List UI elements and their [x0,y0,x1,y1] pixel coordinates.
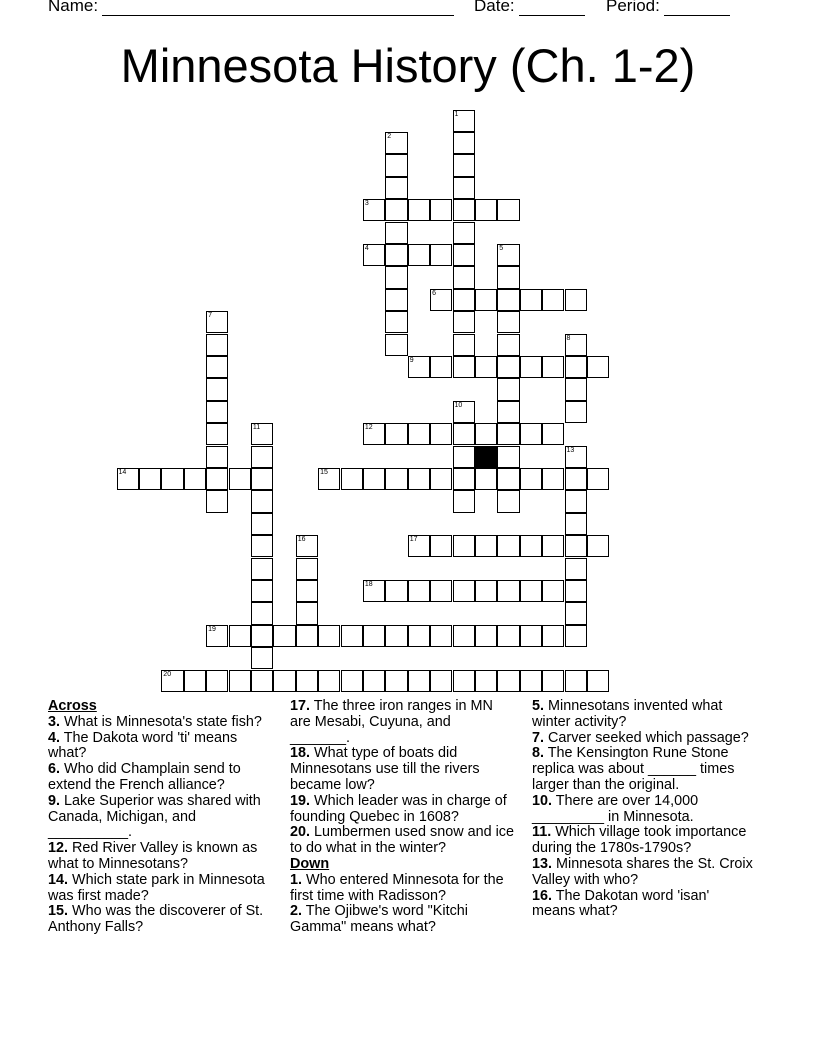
crossword-cell[interactable] [475,423,497,445]
crossword-cell[interactable] [430,289,452,311]
crossword-cell[interactable] [296,602,318,624]
crossword-cell[interactable] [430,625,452,647]
crossword-cell[interactable] [497,401,519,423]
crossword-cell[interactable] [565,490,587,512]
clue-number-label: 11. [532,824,552,841]
crossword-cell[interactable] [565,513,587,535]
crossword-cell[interactable] [229,468,251,490]
crossword-cell[interactable] [385,580,407,602]
crossword-cell[interactable] [318,468,340,490]
crossword-cell[interactable] [475,670,497,692]
clue-number: 11 [252,424,261,432]
clue-text: Which leader was in charge of founding Quebec in 1608? [290,792,507,825]
clue-number-label: 2. [290,903,303,920]
crossword-cell[interactable] [497,535,519,557]
crossword-cell[interactable] [206,423,228,445]
crossword-cell[interactable] [542,580,564,602]
crossword-cell[interactable] [385,334,407,356]
clue-text: There are over 14,000 _________ in Minnesota. [532,792,699,825]
crossword-cell[interactable] [497,356,519,378]
crossword-cell[interactable] [341,625,363,647]
crossword-cell[interactable] [497,670,519,692]
crossword-cell[interactable] [497,311,519,333]
crossword-cell[interactable] [296,558,318,580]
name-field [48,0,454,16]
crossword-cell[interactable] [497,625,519,647]
crossword-cell[interactable] [453,154,475,176]
crossword-cell[interactable] [385,289,407,311]
crossword-cell[interactable] [363,199,385,221]
crossword-cell[interactable] [520,670,542,692]
crossword-cell[interactable] [497,468,519,490]
clue-number: 1 [454,110,459,118]
clue-number: 19 [208,625,216,633]
worksheet-header [48,0,768,20]
clue-number: 13 [566,446,575,454]
down-clue [290,873,514,905]
crossword-cell[interactable] [497,334,519,356]
clue-number-label: 20. [290,824,311,841]
clue-number-label: 16. [532,887,553,904]
crossword-cell[interactable] [430,356,452,378]
crossword-cell[interactable] [520,580,542,602]
crossword-cell[interactable] [497,446,519,468]
clues-column-2 [290,699,514,936]
clue-text: Who did Champlain send to extend the French alliance? [48,761,241,793]
clues-column-1 [48,699,268,936]
crossword-cell[interactable] [296,625,318,647]
clue-number-label: 5. [532,698,545,714]
clue-text: The Kensington Rune Stone replica was about ______ times larger than the original. [532,745,735,793]
crossword-cell[interactable] [453,468,475,490]
down-clue-list-continued [532,699,756,920]
period-input-line[interactable] [664,0,730,16]
clue-number: 15 [320,468,328,476]
crossword-cell[interactable] [363,244,385,266]
crossword-cell[interactable] [385,177,407,199]
crossword-cell[interactable] [497,266,519,288]
crossword-cell[interactable] [408,625,430,647]
clue-text: What type of boats did Minnesotans use till the rivers became low? [290,745,480,793]
crossword-cell[interactable] [587,535,609,557]
crossword-cell[interactable] [453,423,475,445]
across-clue [48,762,268,794]
crossword-cell[interactable] [341,670,363,692]
crossword-cell[interactable] [453,356,475,378]
clue-number-label: 12. [48,840,69,857]
crossword-cell[interactable] [565,558,587,580]
crossword-cell[interactable] [273,670,295,692]
clue-text: The three iron ranges in MN are Mesabi, Cuyuna, and _______. [290,698,493,746]
clue-text: The Ojibwe's word "Kitchi Gamma" means what? [290,903,468,936]
crossword-cell[interactable] [206,378,228,400]
crossword-cell[interactable] [430,423,452,445]
crossword-cell[interactable] [251,558,273,580]
name-label: Name: [48,0,99,15]
clue-text: Lake Superior was shared with Canada, Michigan, and __________. [48,792,261,841]
crossword-cell[interactable] [251,446,273,468]
crossword-cell[interactable] [453,132,475,154]
crossword-cell[interactable] [206,356,228,378]
clue-number-label: 13. [532,855,553,872]
crossword-cell[interactable] [565,468,587,490]
crossword-cell[interactable] [453,244,475,266]
crossword-cell[interactable] [318,625,340,647]
crossword-cell[interactable] [497,244,519,266]
crossword-cell[interactable] [430,199,452,221]
crossword-cell[interactable] [453,670,475,692]
crossword-cell[interactable] [251,513,273,535]
crossword-cell[interactable] [385,154,407,176]
crossword-cell[interactable] [408,580,430,602]
across-clue [48,841,268,873]
crossword-cell[interactable] [408,535,430,557]
crossword-cell[interactable] [363,625,385,647]
date-input-line[interactable] [519,0,585,16]
crossword-cell[interactable] [542,535,564,557]
clue-number-label: 1. [290,871,303,888]
crossword-cell[interactable] [453,580,475,602]
crossword-cell[interactable] [408,244,430,266]
crossword-cell[interactable] [408,423,430,445]
down-clue [532,889,756,921]
down-heading: Down [290,855,330,872]
crossword-cell[interactable] [497,378,519,400]
crossword-cell[interactable] [430,468,452,490]
crossword-cell[interactable] [229,625,251,647]
crossword-cell[interactable] [184,468,206,490]
crossword-cell[interactable] [430,535,452,557]
across-clue [290,699,514,746]
clue-number: 8 [566,334,571,342]
crossword-cell[interactable] [273,625,295,647]
crossword-cell[interactable] [229,670,251,692]
down-clue [532,699,756,731]
clue-number: 16 [297,536,306,544]
crossword-cell[interactable] [296,670,318,692]
crossword-cell[interactable] [475,356,497,378]
across-clue-list-continued [290,699,514,857]
crossword-cell[interactable] [251,535,273,557]
crossword-cell[interactable] [251,670,273,692]
crossword-cell[interactable] [251,468,273,490]
clue-text: Red River Valley is known as what to Minnesotans? [48,840,258,872]
crossword-cell[interactable] [184,670,206,692]
crossword-cell[interactable] [453,177,475,199]
clue-number: 5 [499,244,504,252]
crossword-cell[interactable] [206,446,228,468]
crossword-cell[interactable] [206,468,228,490]
crossword-cell[interactable] [385,244,407,266]
clue-text: Minnesotans invented what winter activity? [532,698,723,730]
clue-number: 7 [208,312,212,320]
crossword-cell[interactable] [206,334,228,356]
down-clue [532,746,756,793]
down-clue [532,857,756,889]
crossword-cell[interactable] [453,266,475,288]
clue-number-label: 3. [48,713,61,730]
clue-number-label: 15. [48,903,69,920]
crossword-cell[interactable] [453,446,475,468]
crossword-cell[interactable] [542,625,564,647]
clue-text: Who entered Minnesota for the first time with Radisson? [290,871,504,904]
clue-number-label: 19. [290,792,311,809]
clue-text: Carver seeked which passage? [544,729,749,746]
crossword-cell[interactable] [453,199,475,221]
crossword-cell[interactable] [430,670,452,692]
clue-number-label: 9. [48,792,61,809]
crossword-cell[interactable] [542,468,564,490]
clue-number-label: 8. [532,745,545,762]
clue-number-label: 14. [48,871,69,888]
clue-number: 2 [387,132,392,140]
crossword-cell[interactable] [408,670,430,692]
crossword-cell[interactable] [542,423,564,445]
crossword-cell[interactable] [520,356,542,378]
crossword-cell[interactable] [341,468,363,490]
crossword-cell[interactable] [385,670,407,692]
crossword-cell[interactable] [475,199,497,221]
crossword-cell[interactable] [453,334,475,356]
crossword-cell[interactable] [161,468,183,490]
period-field [606,0,730,16]
crossword-cell[interactable] [565,580,587,602]
crossword-cell[interactable] [251,602,273,624]
crossword-cell[interactable] [520,289,542,311]
crossword-cell[interactable] [565,602,587,624]
clue-text: What is Minnesota's state fish? [60,713,262,730]
clue-number: 3 [364,200,369,208]
clue-number: 4 [364,244,369,252]
clue-number-label: 10. [532,792,553,809]
crossword-cell[interactable] [520,423,542,445]
date-field [474,0,585,16]
across-clue [48,794,268,841]
clue-number-label: 17. [290,698,311,714]
crossword-cell[interactable] [520,468,542,490]
clue-text: Which state park in Minnesota was first made? [48,871,265,904]
crossword-cell[interactable] [430,244,452,266]
across-clue [290,825,514,857]
clue-text: The Dakotan word 'isan' means what? [532,887,710,920]
page-title: Minnesota History (Ch. 1-2) [120,39,696,92]
clue-text: The Dakota word 'ti' means what? [48,729,238,762]
down-clue-list [290,873,514,936]
clue-number: 17 [409,536,418,544]
period-label: Period: [606,0,660,15]
crossword-cell[interactable] [296,580,318,602]
crossword-cell[interactable] [251,625,273,647]
crossword-cell[interactable] [542,670,564,692]
crossword-cell[interactable] [587,356,609,378]
crossword-cell[interactable] [453,110,475,132]
crossword-cell[interactable] [475,535,497,557]
clue-number: 12 [364,424,373,432]
crossword-cell[interactable] [475,289,497,311]
clue-number-label: 4. [48,729,61,746]
crossword-cell[interactable] [475,580,497,602]
across-clue [48,904,268,936]
clue-text: Lumbermen used snow and ice to do what in the winter? [290,824,515,857]
crossword-cell[interactable] [587,670,609,692]
crossword-cell[interactable] [475,468,497,490]
name-input-line[interactable] [102,0,454,16]
crossword-cell[interactable] [206,490,228,512]
crossword-cell[interactable] [318,670,340,692]
clue-text: Which village took importance during the 1780s-1790s? [532,824,747,857]
crossword-cell[interactable] [565,446,587,468]
crossword-cell[interactable] [565,670,587,692]
crossword-cell[interactable] [542,356,564,378]
crossword-cell[interactable] [139,468,161,490]
across-clue [290,746,514,793]
crossword-cell[interactable] [453,311,475,333]
crossword-cell[interactable] [363,423,385,445]
crossword-cell[interactable] [385,468,407,490]
crossword-cell[interactable] [565,625,587,647]
crossword-cell[interactable] [385,423,407,445]
clue-text: Who was the discoverer of St. Anthony Falls? [48,903,264,936]
crossword-cell[interactable] [251,647,273,669]
crossword-cell[interactable] [453,490,475,512]
down-clue [532,825,756,857]
clue-number: 20 [163,670,172,678]
crossword-cell[interactable] [385,311,407,333]
clue-number-label: 6. [48,761,61,778]
crossword-cell[interactable] [565,535,587,557]
down-clue [290,904,514,936]
across-clue [48,873,268,905]
crossword-cell[interactable] [430,580,452,602]
crossword-cell[interactable] [408,468,430,490]
blocked-cell [475,446,497,468]
crossword-cell[interactable] [296,535,318,557]
crossword-cell[interactable] [206,625,228,647]
clue-number: 9 [409,356,414,364]
clue-number: 6 [432,289,436,297]
crossword-cell[interactable] [453,401,475,423]
clue-number-label: 18. [290,745,311,762]
crossword-cell[interactable] [453,222,475,244]
crossword-cell[interactable] [385,222,407,244]
clue-number: 18 [364,580,373,588]
crossword-cell[interactable] [565,334,587,356]
crossword-cell[interactable] [453,625,475,647]
crossword-cell[interactable] [565,401,587,423]
crossword-cell[interactable] [117,468,139,490]
crossword-cell[interactable] [497,289,519,311]
crossword-cell[interactable] [385,625,407,647]
crossword-cell[interactable] [206,311,228,333]
crossword-cell[interactable] [408,199,430,221]
crossword-cell[interactable] [565,289,587,311]
crossword-cell[interactable] [206,670,228,692]
clue-number: 14 [118,468,127,476]
crossword-cell[interactable] [385,132,407,154]
crossword-cell[interactable] [251,423,273,445]
crossword-cell[interactable] [363,580,385,602]
crossword-cell[interactable] [251,490,273,512]
crossword-cell[interactable] [206,401,228,423]
across-clue [48,715,268,731]
clue-text: Minnesota shares the St. Croix Valley with who? [532,855,753,888]
across-clue-list [48,715,268,936]
crossword-cell[interactable] [497,199,519,221]
crossword-cell[interactable] [542,289,564,311]
crossword-cell[interactable] [497,423,519,445]
crossword-cell[interactable] [565,356,587,378]
down-clue [532,731,756,747]
crossword-cell[interactable] [453,289,475,311]
crossword-cell[interactable] [520,535,542,557]
clue-number: 10 [454,401,463,409]
across-clue [48,731,268,763]
crossword-cell[interactable] [363,670,385,692]
crossword-cell[interactable] [497,490,519,512]
crossword-cell[interactable] [363,468,385,490]
crossword-cell[interactable] [453,535,475,557]
crossword-cell[interactable] [385,266,407,288]
crossword-cell[interactable] [475,625,497,647]
clue-number-label: 7. [532,729,545,746]
crossword-cell[interactable] [161,670,183,692]
crossword-cell[interactable] [497,580,519,602]
date-label: Date: [474,0,515,15]
down-clue [532,794,756,826]
crossword-cell[interactable] [520,625,542,647]
crossword-cell[interactable] [385,199,407,221]
crossword-cell[interactable] [251,580,273,602]
crossword-cell[interactable] [587,468,609,490]
clues-column-3 [532,699,756,920]
across-clue [290,794,514,826]
across-heading: Across [48,698,97,714]
crossword-cell[interactable] [565,378,587,400]
crossword-cell[interactable] [408,356,430,378]
